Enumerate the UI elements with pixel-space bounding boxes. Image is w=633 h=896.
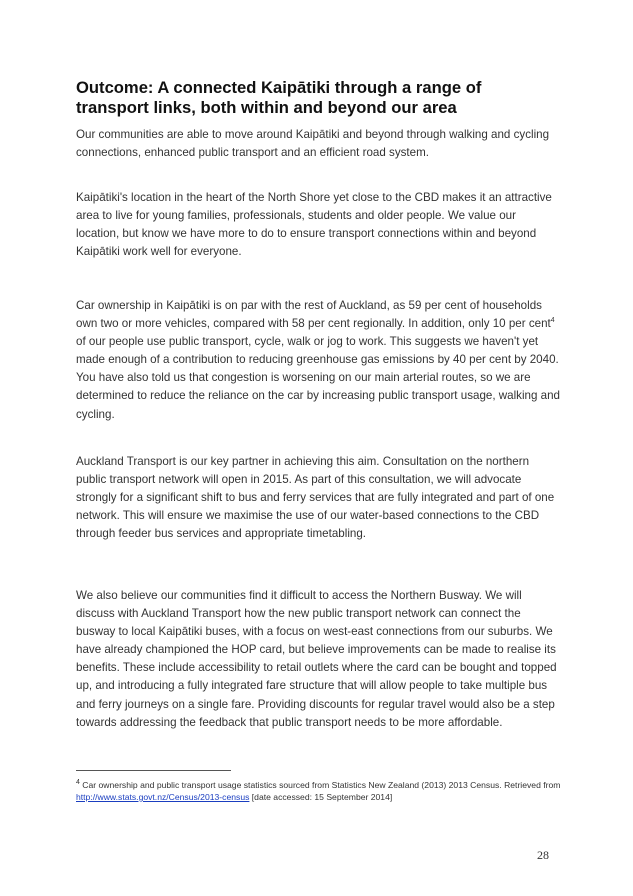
footnote — [76, 779, 562, 803]
footnote-text-2: [date accessed: 15 September 2014] — [249, 792, 393, 802]
car-ownership-text-1: Car ownership in Kaipātiki is on par with the rest of Auckland, as 59 per cent of households own two or more vehicles, compared with 58 per cent regionally. In addition, only 10 per cent — [76, 299, 551, 331]
busway-paragraph: We also believe our communities find it difficult to access the Northern Busway. We will discuss with Auckland Transport how the new public transport network can connect the busway to local Kaipātiki buses, with a focus on west-east connections from our suburbs. We have already championed the HOP card, but believe improvements can be made to realise its benefits. These include accessibility to retail outlets where the card can be bought and topped up, and introducing a fully integrated fare structure that will allow people to take multiple bus and ferry journeys on a single fare. Providing discounts for regular travel would also be a step towards addressing the feedback that public transport needs to be more affordable. — [76, 589, 557, 729]
census-link[interactable]: http://www.stats.govt.nz/Census/2013-census — [76, 792, 250, 802]
page-number: 28 — [537, 848, 549, 862]
auckland-transport-paragraph: Auckland Transport is our key partner in achieving this aim. Consultation on the northern public transport network will open in 2015. As part of this consultation, we will advocate strongly for a significant shift to bus and ferry services that are fully integrated and part of one network. This will ensure we maximise the use of our water-based connections to the CBD through feeder bus services and appropriate timetabling. — [76, 455, 555, 541]
car-ownership-text-2: of our people use public transport, cycle, walk or jog to work. This suggests we haven't yet made enough of a contribution to reducing greenhouse gas emissions by 40 per cent by 2040. You have also told us that congestion is worsening on our main arterial routes, so we are determined to reduce the reliance on the car by increasing public transport usage, walking and cycling. — [76, 335, 561, 421]
section-heading — [76, 78, 566, 118]
heading-line-2: transport links, both within and beyond our area — [76, 98, 457, 117]
footnote-text-1: Car ownership and public transport usage statistics sourced from Statistics New Zealand (2013) 2013 Census. Retrieved from — [79, 780, 561, 790]
heading-line-1: Outcome: A connected Kaipātiki through a range of — [76, 78, 482, 97]
footnote-reference: 4 — [550, 317, 555, 325]
car-ownership-paragraph — [76, 297, 560, 424]
footnote-separator — [76, 770, 231, 771]
intro-paragraph: Our communities are able to move around Kaipātiki and beyond through walking and cycling connections, enhanced public transport and an efficient road system. — [76, 128, 550, 160]
footnote-marker: 4 — [76, 779, 80, 787]
location-paragraph: Kaipātiki's location in the heart of the North Shore yet close to the CBD makes it an attractive area to live for young families, professionals, students and older people. We value our location, but know we have more to do to ensure transport connections within and beyond Kaipātiki work well for everyone. — [76, 191, 552, 259]
